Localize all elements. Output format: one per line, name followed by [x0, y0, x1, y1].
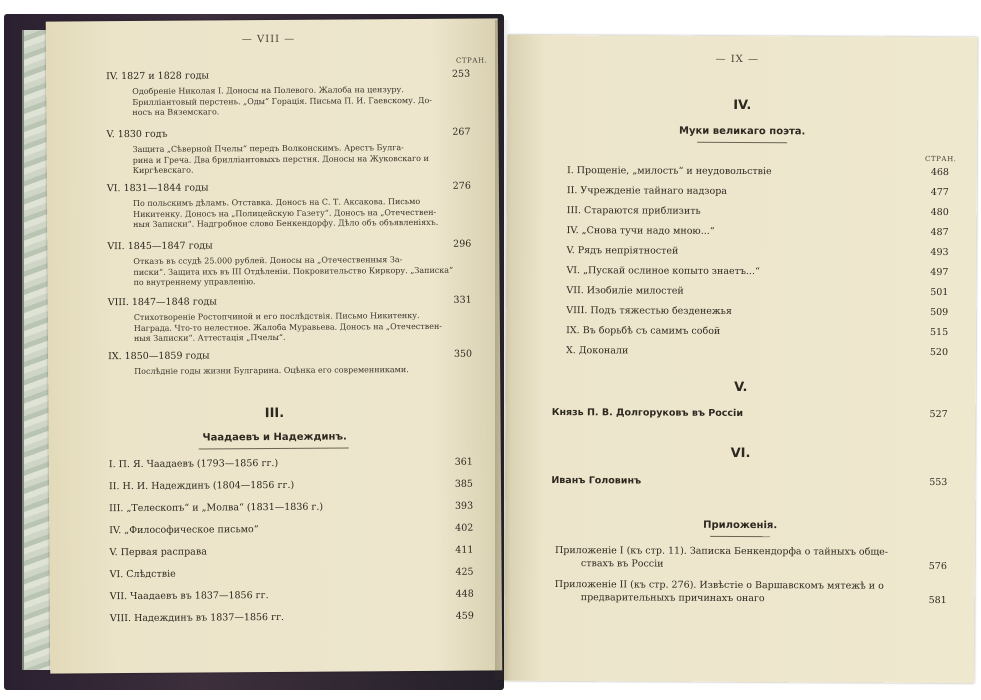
column-header: СТРАН. — [455, 56, 488, 65]
entry-page: 527 — [929, 408, 948, 421]
desc-line: Отказъ въ ссудѣ 25.000 рублей. Доносы на „Отечественныя За- — [133, 255, 403, 266]
toc-entry — [566, 305, 948, 318]
page-number: — VIII — — [241, 33, 296, 46]
entry-label: I. Прощеніе, „милость“ и неудовольствіе — [566, 165, 772, 178]
entry-page: 253 — [451, 68, 471, 80]
toc-entry — [108, 349, 472, 363]
entry-description — [133, 255, 453, 289]
toc-entry — [567, 225, 949, 238]
desc-line: Киргѣевскаго. — [132, 165, 194, 175]
entry-label: IV. „Снова тучи надо мною...“ — [566, 225, 715, 237]
toc-entry — [110, 567, 474, 581]
entry-page: 350 — [453, 348, 473, 360]
desc-line: Награда. Что-то нелестное. Жалоба Муравьева. Доносъ на „Отечествен- — [133, 321, 443, 333]
section-numeral: V. — [734, 379, 748, 396]
entry-page: 361 — [454, 456, 473, 468]
entry-label: IV. „Философическое письмо“ — [109, 524, 259, 537]
entry-page: 497 — [930, 266, 949, 279]
entry-label: VIII. 1847—1848 годы — [107, 296, 217, 309]
toc-entry — [566, 285, 948, 298]
desc-line: Одобреніе Николая I. Доносы на Полевого. Жалоба на цензуру. — [132, 85, 404, 96]
appendix-line: Приложеніе I (къ стр. 11). Записка Бенкендорфа о тайныхъ обще- — [554, 545, 889, 558]
entry-description — [134, 311, 442, 345]
entry-page: 581 — [928, 594, 947, 607]
entry-label: II. Учрежденіе тайнаго надзора — [566, 185, 727, 197]
section-title: Муки великаго поэта. — [678, 125, 806, 138]
entry-page: 448 — [455, 588, 474, 600]
entry-page: 480 — [930, 206, 949, 219]
toc-entry — [567, 205, 949, 218]
entry-page: 501 — [930, 286, 949, 299]
entry-page: 509 — [930, 306, 949, 319]
entry-page: 331 — [453, 294, 472, 306]
toc-entry — [567, 185, 949, 198]
toc-entry — [109, 523, 473, 537]
appendix-line: предварительныхъ причинахъ онаго — [580, 592, 765, 605]
desc-line: ныя Записки“. Аттестація „Пчелы“. — [133, 332, 286, 343]
toc-entry — [110, 611, 474, 625]
entry-page: 520 — [929, 346, 949, 359]
entry-label: VI. 1831—1844 годы — [106, 182, 209, 195]
toc-entry — [109, 501, 473, 515]
entry-description — [133, 197, 438, 231]
section-rule — [710, 536, 770, 537]
appendix-line: Приложеніе II (къ стр. 276). Извѣстіе о Варшавскомъ мятежѣ и о — [554, 579, 884, 592]
entry-label: VII. 1845—1847 годы — [107, 240, 213, 253]
toc-entry — [109, 545, 473, 559]
entry-label: VI. Слѣдствіе — [109, 568, 176, 581]
toc-entry — [106, 69, 470, 83]
toc-entry — [567, 245, 949, 258]
entry-label: VII. Изобиліе милостей — [566, 285, 684, 297]
section-rule — [697, 142, 787, 143]
section-numeral: III. — [264, 405, 285, 422]
entry-label: IX. Въ борьбѣ съ самимъ собой — [566, 325, 721, 337]
desc-line: писки“. Защита ихъ въ III Отдѣленіи. Покровительство Киркору. „Записка“ — [133, 265, 454, 277]
toc-entry — [109, 457, 473, 471]
entry-page: 393 — [454, 500, 474, 512]
toc-entry — [107, 239, 471, 253]
entry-label: X. Доконали — [566, 345, 629, 357]
toc-entry — [566, 345, 948, 358]
entry-description — [132, 85, 432, 119]
toc-entry — [567, 165, 949, 178]
appendix-entry — [555, 545, 947, 571]
entry-page: 468 — [930, 166, 950, 179]
entry-label: IX. 1850—1859 годы — [108, 350, 210, 363]
entry-label: V. Рядъ непріятностей — [566, 245, 679, 257]
entry-page: 459 — [455, 610, 474, 622]
entry-page: 385 — [454, 478, 474, 490]
entry-label: III. „Телескопъ“ и „Молва“ (1831—1836 г.) — [109, 501, 324, 515]
desc-line: по внутреннему управленію. — [133, 277, 256, 287]
desc-line: ныя Записки“. Надгробное слово Бенкендорфу. Дѣло объ объявленіяхъ. — [133, 217, 439, 229]
toc-entry — [107, 181, 471, 195]
toc-entry — [551, 475, 947, 488]
entry-label: V. Первая расправа — [109, 546, 207, 559]
entry-label: III. Стараются приблизить — [566, 205, 701, 217]
desc-line: По польскимъ дѣламъ. Отставка. Доносъ на С. Т. Аксакова. Письмо — [132, 196, 421, 208]
entry-page: 515 — [929, 326, 949, 339]
right-page — [504, 35, 977, 683]
page-number: — IX — — [715, 53, 760, 66]
section-title: Чаадаевъ и Надеждинъ. — [202, 431, 347, 444]
entry-label: VIII. Подъ тяжестью безденежья — [566, 305, 732, 317]
appendix-line: ствахъ въ Россіи — [580, 558, 664, 570]
toc-entry — [108, 295, 472, 309]
entry-page: 477 — [930, 186, 949, 199]
entry-page: 267 — [452, 126, 471, 138]
entry-page: 576 — [928, 560, 947, 573]
entry-description — [134, 365, 409, 377]
section-numeral: IV. — [733, 97, 752, 114]
entry-label: V. 1830 годъ — [106, 128, 168, 141]
appendix-title: Приложенія. — [703, 519, 778, 532]
toc-entry — [552, 407, 948, 420]
appendix-entry — [555, 579, 947, 605]
entry-label: II. Н. И. Надеждинъ (1804—1856 гг.) — [108, 479, 295, 493]
entry-label: VII. Чаадаевъ въ 1837—1856 гг. — [109, 590, 269, 603]
toc-entry — [110, 589, 474, 603]
desc-line: Послѣдніе годы жизни Булгарина. Оцѣнка его современниками. — [134, 365, 409, 376]
section-rule — [199, 447, 349, 449]
entry-label: IV. 1827 и 1828 годы — [106, 70, 210, 83]
desc-line: рина и Греча. Два брилліантовыхъ перстня. Доносы на Жуковскаго и — [132, 153, 429, 165]
entry-page: 487 — [930, 226, 949, 239]
entry-label: Иванъ Головинъ — [551, 475, 642, 487]
desc-line: Брилліантовый перстень. „Оды“ Горація. Письма П. И. Гаевскому. До- — [132, 95, 432, 107]
entry-label: VIII. Надеждинъ въ 1837—1856 гг. — [109, 611, 285, 625]
desc-line: Защита „Сѣверной Пчелы“ передъ Волконскимъ. Арестъ Булга- — [132, 143, 404, 154]
entry-page: 411 — [455, 544, 474, 556]
toc-entry — [109, 479, 473, 493]
column-header: СТРАН. — [925, 154, 957, 164]
section-numeral: VI. — [730, 445, 751, 462]
desc-line: Стихотвореніе Ростопчиной и его послѣдствія. Письмо Никитенку. — [133, 310, 420, 322]
entry-page: 553 — [929, 476, 948, 489]
entry-label: I. П. Я. Чаадаевъ (1793—1856 гг.) — [108, 457, 279, 471]
toc-entry — [106, 127, 470, 141]
entry-page: 493 — [930, 246, 949, 259]
entry-page: 276 — [452, 180, 471, 192]
desc-line: носъ на Вяземскаго. — [132, 107, 220, 117]
entry-label: Князь П. В. Долгоруковъ въ Россіи — [551, 407, 744, 420]
entry-description — [133, 143, 429, 177]
entry-label: VI. „Пускай ослиное копыто знаетъ...“ — [566, 265, 760, 278]
entry-page: 402 — [455, 522, 474, 534]
entry-page: 296 — [453, 238, 472, 250]
toc-entry — [566, 325, 948, 338]
book-gutter — [495, 20, 511, 680]
left-page — [46, 18, 503, 673]
toc-entry — [566, 265, 948, 278]
desc-line: Никитенку. Доносъ на „Полицейскую Газету“. Доносъ на „Отечествен- — [133, 207, 437, 219]
entry-page: 425 — [455, 566, 474, 578]
